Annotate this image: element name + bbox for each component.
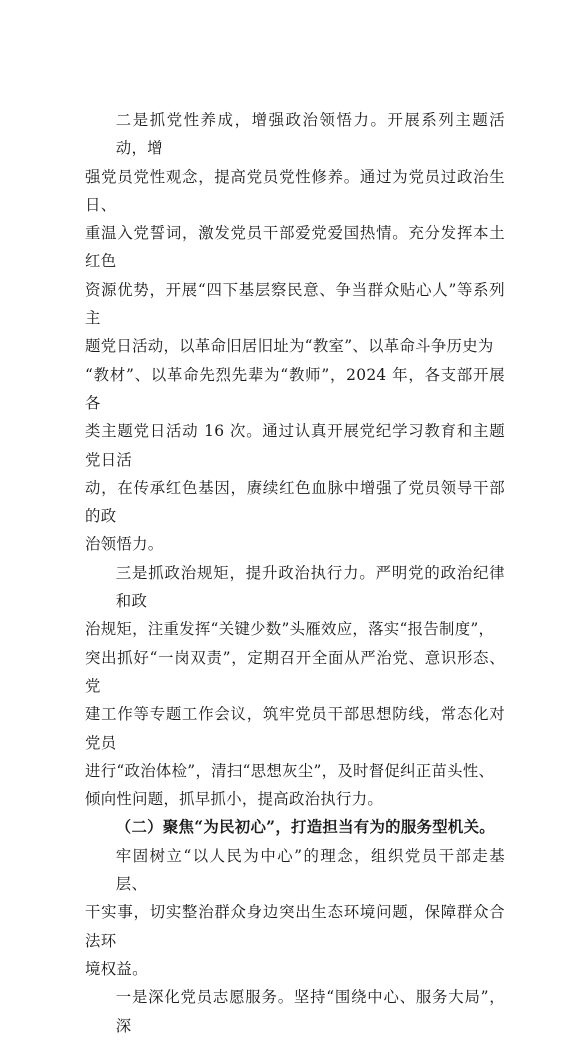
text-line: 突出抓好“一岗双责”，定期召开全面从严治党、意识形态、党: [85, 648, 505, 695]
text-line: 二是抓党性养成，增强政治领悟力。开展系列主题活动，增: [115, 111, 505, 158]
text-line: 治规矩，注重发挥“关键少数”头雁效应，落实“报告制度”，: [85, 620, 495, 639]
text-line: 牢固树立“以人民为中心”的理念，组织党员干部走基层、: [115, 846, 505, 894]
text-line: 题党日活动，以革命旧居旧址为“教室”、以革命斗争历史为: [85, 337, 494, 356]
text-line: 动，在传承红色基因，赓续红色血脉中增强了党员领导干部的政: [85, 478, 505, 526]
heading-line: （二）聚焦“为民初心”，打造担当有为的服务型机关。: [115, 818, 495, 837]
text-line: 资源优势，开展“四下基层察民意、争当群众贴心人”等系列主: [85, 280, 505, 328]
text-line: “教材”、以革命先烈先辈为“教师”，2024 年，各支部开展各: [85, 365, 505, 412]
paragraph-volunteer-service: [85, 983, 505, 1040]
paragraph-party-spirit: [85, 106, 505, 559]
text-line: 强党员党性观念，提高党员党性修养。通过为党员过政治生日、: [85, 167, 505, 214]
paragraph-political-rules: [85, 559, 505, 814]
text-line: 进行“政治体检”，清扫“思想灰尘”，及时督促纠正苗头性、: [85, 761, 495, 780]
text-line: 干实事，切实整治群众身边突出生态环境问题，保障群众合法环: [85, 903, 505, 950]
text-line: 建工作等专题工作会议，筑牢党员干部思想防线，常态化对党员: [85, 705, 505, 752]
text-line: 境权益。: [85, 959, 148, 978]
text-line: 重温入党誓词，激发党员干部爱党爱国热情。充分发挥本土红色: [85, 224, 505, 271]
paragraph-people-centered: [85, 842, 505, 983]
text-line: 一是深化党员志愿服务。坚持“围绕中心、服务大局”，深: [115, 988, 505, 1035]
section-heading: [85, 813, 505, 841]
text-line: 类主题党日活动 16 次。通过认真开展党纪学习教育和主题党日活: [85, 422, 505, 469]
text-line: 治领悟力。: [85, 535, 164, 554]
text-line: 倾向性问题，抓早抓小，提高政治执行力。: [85, 790, 384, 809]
document-body: [85, 106, 505, 1040]
text-line: 三是抓政治规矩，提升政治执行力。严明党的政治纪律和政: [115, 563, 505, 611]
